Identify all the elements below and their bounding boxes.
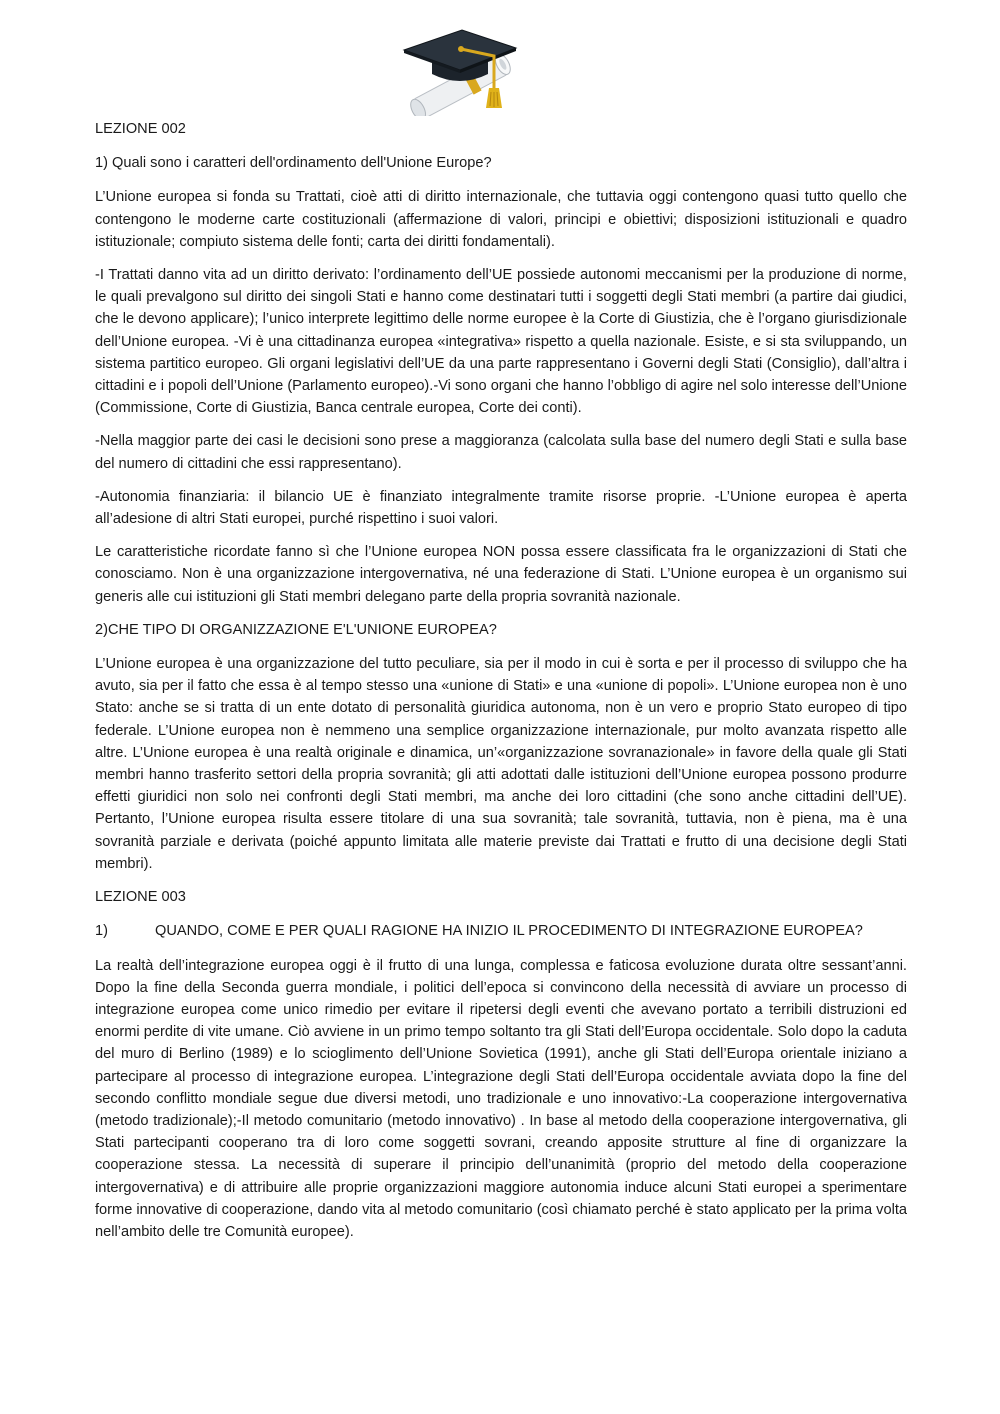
lesson-heading: LEZIONE 003 — [95, 889, 186, 906]
question-heading — [95, 920, 907, 942]
document-body — [95, 118, 907, 1254]
question-text: QUANDO, COME E PER QUALI RAGIONE HA INIZIO IL PROCEDIMENTO DI INTEGRAZIONE EUROPEA? — [155, 923, 863, 940]
paragraph: -I Trattati danno vita ad un diritto derivato: l’ordinamento dell’UE possiede autonomi meccanismi per la produzione di norme, le quali prevalgono sul diritto dei singoli Stati e hanno come destinatari tutti i soggetti degli Stati membri (a partire dai giudici, che le devono applicare); l’unico interprete legittimo delle norme europee è la Corte di Giustizia, che è l’organo giurisdizionale dell’Unione europea. -Vi è una cittadinanza europea «integrativa» rispetto a quella nazionale. Esiste, e si sta sviluppando, un sistema partitico europeo. Gli organi legislativi dell’UE da una parte rappresentano i Governi degli Stati (Consiglio), dall’altra i cittadini e i popoli dell’Unione (Parlamento europeo).-Vi sono organi che hanno l’obbligo di agire nel solo interesse dell’Unione (Commissione, Corte di Giustizia, Banca centrale europea, Corte dei conti). — [95, 267, 907, 417]
question-heading: 1) Quali sono i caratteri dell'ordinamento dell'Unione Europe? — [95, 155, 492, 172]
paragraph: -Autonomia finanziaria: il bilancio UE è finanziato integralmente tramite risorse proprie. -L’Unione europea è aperta all’adesione di altri Stati europei, purché rispettino i suoi valori. — [95, 488, 907, 528]
paragraph: -Nella maggior parte dei casi le decisioni sono prese a maggioranza (calcolata sulla base del numero degli Stati e sulla base del numero di cittadini che essi rappresentano). — [95, 433, 907, 472]
lesson-heading: LEZIONE 002 — [95, 121, 186, 137]
paragraph: Le caratteristiche ricordate fanno sì che l’Unione europea NON possa essere classificata fra le organizzazioni di Stati che conosciamo. Non è una organizzazione intergovernativa, né una federazione di Stati. L’Unione europea è un organismo sui generis alle cui istituzioni gli Stati membri delegano parte della propria sovranità nazionale. — [95, 544, 907, 605]
question-heading: 2)CHE TIPO DI ORGANIZZAZIONE E'L'UNIONE EUROPEA? — [95, 621, 497, 638]
paragraph: L’Unione europea è una organizzazione del tutto peculiare, sia per il modo in cui è sorta e per il processo di sviluppo che ha avuto, sia per il fatto che essa è al tempo stesso una «unione di Stati» e una «unione di popoli». L’Unione europea non è uno Stato: anche se si tratta di un ente dotato di personalità giuridica autonoma, non è un vero e proprio Stato europeo di tipo federale. L’Unione europea non è nemmeno una semplice organizzazione internazionale, pur molto avanzata rispetto alle altre. L’Unione europea è una realtà originale e dinamica, un’«organizzazione sovranazionale» in favore della quale gli Stati membri hanno trasferito settori della propria sovranità; gli atti adottati dalle istituzioni dell’Unione europea possono produrre effetti giuridici non solo nei confronti degli Stati membri, ma anche dei loro cittadini (che sono anche cittadini dell’UE). Pertanto, l’Unione europea risulta essere titolare di una sua sovranità; tale sovranità, tuttavia, non è piena, ma è una sovranità parziale e derivata (poiché appunto limitata alle materie previste dai Trattati e frutto di una decisione degli Stati membri). — [95, 656, 907, 872]
paragraph: L’Unione europea si fonda su Trattati, cioè atti di diritto internazionale, che tuttavia oggi contengono quasi tutto quello che contengono le moderne carte costituzionali (affermazione di valori, principi e obiettivi; disposizioni istituzionali e quadro istituzionale; compiuto sistema delle fonti; carta dei diritti fondamentali). — [95, 189, 907, 250]
paragraph: La realtà dell’integrazione europea oggi è il frutto di una lunga, complessa e faticosa evoluzione durata oltre sessant’anni. Dopo la fine della Seconda guerra mondiale, i politici dell’epoca si convincono della necessità di avviare un processo di integrazione europea come unico rimedio per evitare il ripetersi degli eventi che avevano portato a terribili distruzioni ed enormi perdite di vite umane. Ciò avviene in un primo tempo soltanto tra gli Stati dell’Europa occidentale. Solo dopo la caduta del muro di Berlino (1989) e lo scioglimento dell’Unione Sovietica (1991), anche gli Stati dell’Europa orientale iniziano a partecipare al processo di integrazione europea. L’integrazione degli Stati dell’Europa occidentale avviata dopo la fine del secondo conflitto mondiale segue due diversi metodi, uno tradizionale e uno innovativo:-La cooperazione intergovernativa (metodo tradizionale);-Il metodo comunitario (metodo innovativo) . In base al metodo della cooperazione intergovernativa, gli Stati partecipanti cooperano tra di loro come soggetti sovrani, creando apposite strutture al fine di organizzare la cooperazione stessa. La necessità di superare il principio dell’unanimità (proprio del metodo della cooperazione intergovernativa) e di attribuire alle proprie organizzazioni maggiore autonomia induce alcuni Stati europei a sperimentare forme innovative di cooperazione, dando vita al metodo comunitario (così chiamato perché è stato applicato per la prima volta nell’ambito delle tre Comunità europee). — [95, 957, 907, 1240]
question-number: 1) — [95, 923, 108, 940]
graduation-cap-diploma-icon — [398, 26, 522, 116]
